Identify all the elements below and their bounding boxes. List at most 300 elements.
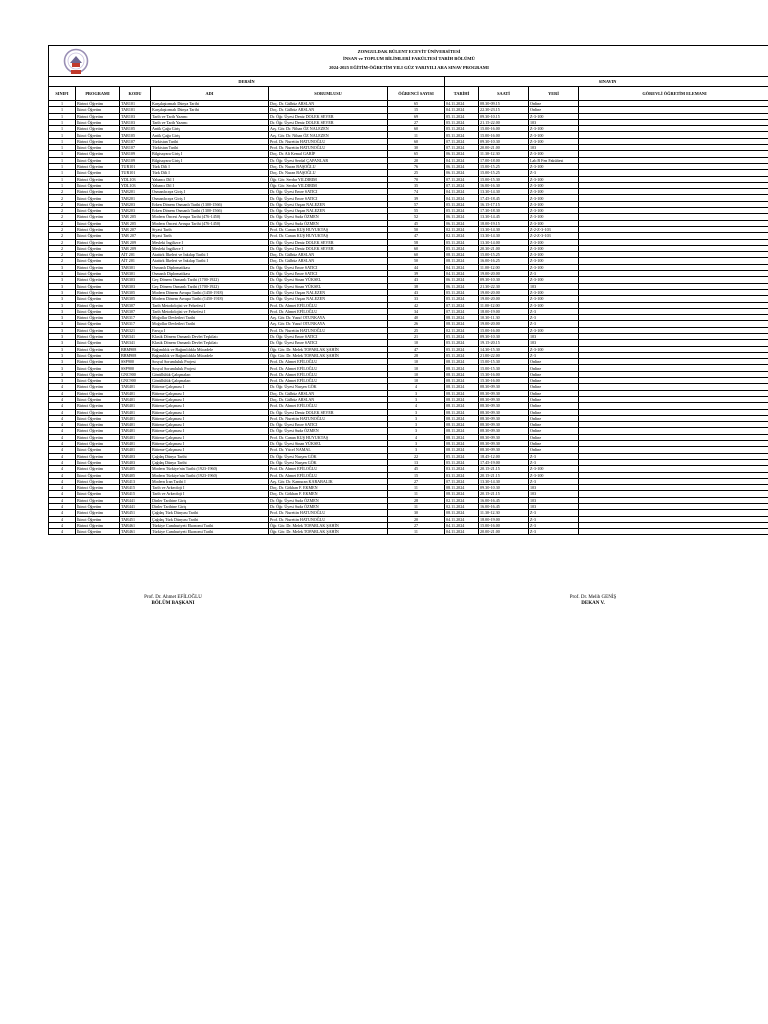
cell-date: 07.11.2024 xyxy=(445,302,479,308)
faculty-name: İNSAN ve TOPLUM BİLİMLERİ FAKÜLTESİ TARİH BÖLÜMÜ xyxy=(343,56,475,61)
cell-student-count: 30 xyxy=(388,145,445,151)
cell-class: 4 xyxy=(49,529,76,535)
cell-student-count: 10 xyxy=(388,378,445,384)
cell-class: 4 xyxy=(49,422,76,428)
cell-room: Online xyxy=(529,359,579,365)
cell-date: 08.11.2024 xyxy=(445,447,479,453)
cell-room: 103 xyxy=(529,283,579,289)
cell-course-name: Modern Dönem Avrupa Tarihi (1450-1918) xyxy=(151,289,269,295)
cell-instructor: Dr. Öğr. Üyesi Deniz DOLEK SEVER xyxy=(269,245,388,251)
dean-title: DEKAN V. xyxy=(581,601,605,606)
signature-dean xyxy=(513,595,673,607)
cell-room: Lab B Fen Fakültesi xyxy=(529,157,579,163)
cell-course-name: Bitirme Çalışması I xyxy=(151,409,269,415)
cell-program: İkinci Öğretim xyxy=(76,145,120,151)
cell-program: Birinci Öğretim xyxy=(76,113,120,119)
cell-code: GNC900 xyxy=(120,378,151,384)
cell-course-name: Geç Dönem Osmanlı Tarihi (1700-1922) xyxy=(151,277,269,283)
cell-program: İkinci Öğretim xyxy=(76,233,120,239)
cell-program: İkinci Öğretim xyxy=(76,220,120,226)
cell-program: Birinci Öğretim xyxy=(76,315,120,321)
cell-program: Birinci Öğretim xyxy=(76,226,120,232)
cell-program: İkinci Öğretim xyxy=(76,296,120,302)
cell-student-count: 76 xyxy=(388,163,445,169)
cell-course-name: Bilgisayara Giriş I xyxy=(151,151,269,157)
cell-code: TAR 209 xyxy=(120,239,151,245)
cell-instructor: Arş. Gör. Dr. Kamuran KARABALIK xyxy=(269,478,388,484)
cell-instructor: Dr. Öğr. Üyesi Deniz DOLEK SEVER xyxy=(269,113,388,119)
cell-student-count: 35 xyxy=(388,182,445,188)
cell-code: TAR401 xyxy=(120,384,151,390)
cell-course-name: Modern Türkiye'nin Tarihi (1923-1960) xyxy=(151,472,269,478)
cell-program: Birinci Öğretim xyxy=(76,289,120,295)
cell-room: Online xyxy=(529,384,579,390)
cell-date: 07.11.2024 xyxy=(445,145,479,151)
cell-room: 103 xyxy=(529,340,579,346)
cell-code: TAR403 xyxy=(120,453,151,459)
cell-course-name: Türk Dili I xyxy=(151,170,269,176)
cell-code: AİT 201 xyxy=(120,252,151,258)
cell-time: 10.30-11.30 xyxy=(479,315,529,321)
dean-name: Prof. Dr. Melih GENİŞ xyxy=(569,595,617,600)
col-proctor: GÖREVLİ ÖĞRETİM ELEMANI xyxy=(579,87,768,101)
cell-room: Online xyxy=(529,107,579,113)
cell-time: 21.00-22.00 xyxy=(479,352,529,358)
cell-room: Z-3-100 xyxy=(529,346,579,352)
cell-date: 08.11.2024 xyxy=(445,378,479,384)
cell-instructor: Prof. Dr. Ahmet EFİLOĞLU xyxy=(269,365,388,371)
cell-room: Z-3-100 xyxy=(529,239,579,245)
cell-class: 1 xyxy=(49,157,76,163)
cell-course-name: Siyasi Tarih xyxy=(151,226,269,232)
cell-room: Online xyxy=(529,428,579,434)
cell-code: TAR 207 xyxy=(120,233,151,239)
cell-student-count: 47 xyxy=(388,346,445,352)
cell-program: İkinci Öğretim xyxy=(76,340,120,346)
cell-program: İkinci Öğretim xyxy=(76,258,120,264)
cell-room: Z-3-100 xyxy=(529,466,579,472)
cell-student-count: 39 xyxy=(388,271,445,277)
cell-room: Z-3 xyxy=(529,522,579,528)
cell-course-name: Türk Dili I xyxy=(151,163,269,169)
cell-instructor: Dr. Öğr. Üyesi Ozşan NALEZEN xyxy=(269,296,388,302)
cell-class: 4 xyxy=(49,434,76,440)
cell-room: 103 xyxy=(529,145,579,151)
cell-course-name: Bitirme Çalışması I xyxy=(151,428,269,434)
cell-date: 08.11.2024 xyxy=(445,422,479,428)
cell-class: 1 xyxy=(49,126,76,132)
cell-time: 11.30-12.30 xyxy=(479,510,529,516)
cell-code: TAR 207 xyxy=(120,226,151,232)
cell-date: 05.11.2024 xyxy=(445,126,479,132)
cell-room: Z-3 xyxy=(529,315,579,321)
cell-room: Z-3-100 xyxy=(529,195,579,201)
cell-student-count: 50 xyxy=(388,226,445,232)
cell-room: Z-3-100 xyxy=(529,201,579,207)
cell-student-count: 3 xyxy=(388,409,445,415)
exam-schedule-sheet xyxy=(48,45,768,606)
cell-room: Online xyxy=(529,415,579,421)
cell-time: 08.30-09.30 xyxy=(479,403,529,409)
cell-date: 06.11.2024 xyxy=(445,277,479,283)
cell-program: İkinci Öğretim xyxy=(76,157,120,163)
cell-time: 20.15-21.15 xyxy=(479,491,529,497)
cell-time: 16.00-16.45 xyxy=(479,497,529,503)
cell-student-count: 27 xyxy=(388,119,445,125)
cell-instructor: Doç. Dr. Gülbüz ARSLAN xyxy=(269,107,388,113)
cell-program: İkinci Öğretim xyxy=(76,459,120,465)
cell-student-count: 65 xyxy=(388,101,445,107)
cell-time: 17.00-18.00 xyxy=(479,157,529,163)
cell-class: 1 xyxy=(49,176,76,182)
cell-course-name: Erken Dönem Osmanlı Tarihi (1300-1566) xyxy=(151,208,269,214)
cell-time: 19.00-20.00 xyxy=(479,271,529,277)
cell-student-count: 25 xyxy=(388,170,445,176)
cell-program: İkinci Öğretim xyxy=(76,208,120,214)
cell-code: TAR317 xyxy=(120,321,151,327)
cell-class: 1 xyxy=(49,138,76,144)
cell-date: 03.11.2024 xyxy=(445,466,479,472)
cell-course-name: Moğollar Devletleri Tarihi xyxy=(151,321,269,327)
cell-date: 02.11.2024 xyxy=(445,497,479,503)
cell-room: Online xyxy=(529,378,579,384)
cell-program: İkinci Öğretim xyxy=(76,119,120,125)
cell-room: Z-2-Z-3-103 xyxy=(529,233,579,239)
cell-class: 4 xyxy=(49,466,76,472)
cell-code: GNC900 xyxy=(120,371,151,377)
cell-instructor: Doç. Dr. Gülbüz ARSLAN xyxy=(269,252,388,258)
cell-class: 3 xyxy=(49,327,76,333)
cell-class: 2 xyxy=(49,226,76,232)
cell-date: 07.11.2024 xyxy=(445,176,479,182)
cell-date: 05.11.2024 xyxy=(445,119,479,125)
cell-student-count: 39 xyxy=(388,195,445,201)
cell-program: İkinci Öğretim xyxy=(76,447,120,453)
cell-program: İkinci Öğretim xyxy=(76,529,120,535)
cell-time: 08.30-09.30 xyxy=(479,396,529,402)
cell-class: 2 xyxy=(49,258,76,264)
cell-date: 08.11.2024 xyxy=(445,510,479,516)
cell-course-name: Modern Dönem Avrupa Tarihi (1450-1918) xyxy=(151,296,269,302)
cell-class: 2 xyxy=(49,189,76,195)
cell-code: TAR101 xyxy=(120,101,151,107)
cell-code: TUR101 xyxy=(120,170,151,176)
cell-date: 04.11.2024 xyxy=(445,529,479,535)
cell-date: 05.11.2024 xyxy=(445,132,479,138)
cell-program: İkinci Öğretim xyxy=(76,107,120,113)
cell-class: 3 xyxy=(49,365,76,371)
cell-instructor: Dr. Öğr. Üyesi Suda ÖZMEN xyxy=(269,214,388,220)
cell-code: BBM908 xyxy=(120,352,151,358)
cell-program: Birinci Öğretim xyxy=(76,302,120,308)
cell-date: 05.11.2024 xyxy=(445,352,479,358)
cell-code: TAR451 xyxy=(120,510,151,516)
cell-course-name: Bitirme Çalışması I xyxy=(151,422,269,428)
cell-date: 05.11.2024 xyxy=(445,239,479,245)
cell-instructor: Dr. Öğr. Üyesi Emre SATICI xyxy=(269,264,388,270)
cell-date: 06.11.2024 xyxy=(445,214,479,220)
cell-code: TAR307 xyxy=(120,308,151,314)
cell-time: 15.00-16.00 xyxy=(479,132,529,138)
cell-instructor: Dr. Öğr. Üyesi Deniz DOLEK SEVER xyxy=(269,409,388,415)
cell-code: TAR103 xyxy=(120,119,151,125)
cell-class: 4 xyxy=(49,485,76,491)
cell-time: 13.30-14.30 xyxy=(479,189,529,195)
cell-program: Birinci Öğretim xyxy=(76,201,120,207)
cell-code: TAR341 xyxy=(120,333,151,339)
cell-student-count: 60 xyxy=(388,138,445,144)
cell-program: Birinci Öğretim xyxy=(76,189,120,195)
cell-room: Z-3 xyxy=(529,308,579,314)
cell-code: TAR415 xyxy=(120,491,151,497)
cell-student-count: 11 xyxy=(388,529,445,535)
cell-date: 06.11.2024 xyxy=(445,151,479,157)
cell-program: İkinci Öğretim xyxy=(76,321,120,327)
cell-time: 08.30-09.30 xyxy=(479,415,529,421)
cell-time: 19.00-20.00 xyxy=(479,296,529,302)
cell-code: TAR401 xyxy=(120,415,151,421)
col-date: TARİHİ xyxy=(445,87,479,101)
cell-student-count: 30 xyxy=(388,510,445,516)
cell-instructor: Arş. Gör. Dr. Yusuf OTUNKAYA xyxy=(269,321,388,327)
cell-class: 3 xyxy=(49,283,76,289)
cell-instructor: Arş. Gör. Dr. Nihan ÖZ NALEZEN xyxy=(269,132,388,138)
cell-time: 15.00-16.00 xyxy=(479,126,529,132)
cell-date: 02.11.2024 xyxy=(445,226,479,232)
cell-student-count: 3 xyxy=(388,447,445,453)
cell-class: 1 xyxy=(49,163,76,169)
cell-room: Z-3-100 xyxy=(529,189,579,195)
cell-course-name: Tarih ve Arkeoloji I xyxy=(151,491,269,497)
schedule-table xyxy=(48,76,768,535)
cell-time: 09.30-10.15 xyxy=(479,113,529,119)
cell-code: TAR401 xyxy=(120,390,151,396)
cell-date: 04.11.2024 xyxy=(445,107,479,113)
cell-instructor: Prof. Dr. Nurettin HATUNOĞLU xyxy=(269,327,388,333)
cell-time: 08.30-09.30 xyxy=(479,441,529,447)
cell-time: 20.30-21.00 xyxy=(479,245,529,251)
cell-course-name: Klasik Dönem Osmanlı Devlet Teşkilatı xyxy=(151,340,269,346)
col-time: SAATİ xyxy=(479,87,529,101)
cell-date: 08.11.2024 xyxy=(445,415,479,421)
exam-program-title: 2024-2025 EĞİTİM-ÖĞRETİM YILI GÜZ YARIYILI ARA SINAV PROGRAMI xyxy=(329,65,489,70)
cell-instructor: Dr. Öğr. Üyesi Sinan YÜKSEL xyxy=(269,277,388,283)
cell-time: 20.00-21.00 xyxy=(479,529,529,535)
cell-program: Birinci Öğretim xyxy=(76,409,120,415)
cell-program: İkinci Öğretim xyxy=(76,271,120,277)
cell-instructor: Dr. Öğr. Üyesi Suda ÖZMEN xyxy=(269,504,388,510)
cell-room: Z-3 xyxy=(529,516,579,522)
cell-instructor: Prof. Dr. Canan KUŞ HUYUKTAŞ xyxy=(269,233,388,239)
cell-program: İkinci Öğretim xyxy=(76,283,120,289)
cell-code: TAR401 xyxy=(120,409,151,415)
cell-room: 103 xyxy=(529,491,579,497)
cell-instructor: Dr. Öğr. Üyesi Emre SATICI xyxy=(269,195,388,201)
cell-student-count: 45 xyxy=(388,466,445,472)
cell-class: 3 xyxy=(49,271,76,277)
cell-instructor: Öğr. Gör. Dr. Melek TOPARLAK ŞAHİN xyxy=(269,522,388,528)
cell-time: 09.30-10.30 xyxy=(479,138,529,144)
cell-program: İkinci Öğretim xyxy=(76,516,120,522)
cell-instructor: Öğr. Gör. Dr. Melek TOPARLAK ŞAHİN xyxy=(269,346,388,352)
cell-program: Birinci Öğretim xyxy=(76,478,120,484)
cell-student-count: 47 xyxy=(388,233,445,239)
cell-date: 02.11.2024 xyxy=(445,504,479,510)
col-name: ADI xyxy=(151,87,269,101)
cell-course-name: Bitirme Çalışması I xyxy=(151,384,269,390)
cell-date: 06.11.2024 xyxy=(445,220,479,226)
cell-room: Z-3 xyxy=(529,510,579,516)
cell-room: Z-3 xyxy=(529,453,579,459)
cell-code: TAR405 xyxy=(120,466,151,472)
cell-date: 08.11.2024 xyxy=(445,485,479,491)
cell-class: 1 xyxy=(49,113,76,119)
cell-room: Z-3-100 xyxy=(529,245,579,251)
cell-class: 1 xyxy=(49,101,76,107)
cell-program: Birinci Öğretim xyxy=(76,403,120,409)
cell-instructor: Dr. Öğr. Üyesi Sinan YÜKSEL xyxy=(269,283,388,289)
cell-room: Online xyxy=(529,409,579,415)
cell-student-count: 3 xyxy=(388,428,445,434)
cell-course-name: Bitirme Çalışması I xyxy=(151,396,269,402)
cell-date: 02.11.2024 xyxy=(445,233,479,239)
cell-class: 4 xyxy=(49,409,76,415)
cell-course-name: Türkiye Cumhuriyeti Ekonomi Tarihi xyxy=(151,522,269,528)
cell-room: Z-3 xyxy=(529,529,579,535)
cell-code: TAR301 xyxy=(120,264,151,270)
cell-program: Birinci Öğretim xyxy=(76,138,120,144)
cell-class: 4 xyxy=(49,384,76,390)
cell-program: Birinci Öğretim xyxy=(76,390,120,396)
cell-date: 07.11.2024 xyxy=(445,308,479,314)
cell-program: İkinci Öğretim xyxy=(76,365,120,371)
cell-instructor: Prof. Dr. Ahmet EFİLOĞLU xyxy=(269,472,388,478)
cell-program: Birinci Öğretim xyxy=(76,428,120,434)
cell-instructor: Prof. Dr. Ahmet EFİLOĞLU xyxy=(269,371,388,377)
cell-class: 1 xyxy=(49,170,76,176)
cell-class: 3 xyxy=(49,352,76,358)
cell-course-name: Dinler Tarihine Giriş xyxy=(151,497,269,503)
cell-instructor: Doç. Dr. Gülbüz ARSLAN xyxy=(269,396,388,402)
cell-course-name: Sosyal Sorumluluk Projesi xyxy=(151,365,269,371)
cell-room: Z-3-100 xyxy=(529,163,579,169)
cell-class: 3 xyxy=(49,371,76,377)
cell-room: Z-3 xyxy=(529,271,579,277)
cell-instructor: Doç. Dr. Gülbüz ARSLAN xyxy=(269,390,388,396)
cell-class: 4 xyxy=(49,390,76,396)
cell-code: TAR307 xyxy=(120,302,151,308)
cell-time: 18.00-19.15 xyxy=(479,220,529,226)
cell-student-count: 15 xyxy=(388,107,445,113)
cell-time: 19.00-20.00 xyxy=(479,289,529,295)
cell-class: 3 xyxy=(49,264,76,270)
cell-course-name: Osmanlı Diplomatikası xyxy=(151,264,269,270)
cell-room: Z-3-100 xyxy=(529,220,579,226)
cell-room: Z-3-100 xyxy=(529,132,579,138)
cell-instructor: Prof. Dr. Ahmet EFİLOĞLU xyxy=(269,378,388,384)
cell-date: 06.11.2024 xyxy=(445,163,479,169)
cell-student-count: 27 xyxy=(388,522,445,528)
cell-program: Birinci Öğretim xyxy=(76,466,120,472)
cell-program: Birinci Öğretim xyxy=(76,346,120,352)
cell-course-name: Modern İran Tarihi I xyxy=(151,478,269,484)
cell-code: TAR101 xyxy=(120,107,151,113)
cell-instructor: Prof. Dr. Nurettin HATUNOĞLU xyxy=(269,138,388,144)
cell-course-name: Bitirme Çalışması I xyxy=(151,441,269,447)
cell-code: TAR 205 xyxy=(120,220,151,226)
cell-room: Z-3-100 xyxy=(529,258,579,264)
course-group-header: DERSİN xyxy=(49,77,445,87)
cell-time: 20.15-21.15 xyxy=(479,466,529,472)
cell-student-count: 44 xyxy=(388,264,445,270)
cell-class: 1 xyxy=(49,107,76,113)
cell-code: TAR 209 xyxy=(120,245,151,251)
cell-instructor: Dr. Öğr. Üyesi Suda ÖZMEN xyxy=(269,497,388,503)
cell-time: 16.00-16.30 xyxy=(479,182,529,188)
cell-code: TAR105 xyxy=(120,126,151,132)
cell-date: 05.11.2024 xyxy=(445,289,479,295)
cell-class: 4 xyxy=(49,447,76,453)
cell-course-name: Dinler Tarihine Giriş xyxy=(151,504,269,510)
cell-code: TAR107 xyxy=(120,138,151,144)
cell-course-name: Yabancı Dil I xyxy=(151,176,269,182)
cell-room: Z-3-100 xyxy=(529,151,579,157)
cell-time: 15.00-15.30 xyxy=(479,176,529,182)
cell-class: 4 xyxy=(49,478,76,484)
cell-code: TAR105 xyxy=(120,132,151,138)
cell-program: Birinci Öğretim xyxy=(76,277,120,283)
cell-instructor: Dr. Öğr. Üyesi Sinan YÜKSEL xyxy=(269,441,388,447)
cell-course-name: Tarih Metodolojisi ve Felsefesi I xyxy=(151,308,269,314)
cell-code: TAR321 xyxy=(120,327,151,333)
cell-code: SSP900 xyxy=(120,365,151,371)
cell-program: Birinci Öğretim xyxy=(76,434,120,440)
cell-date: 08.11.2024 xyxy=(445,258,479,264)
cell-date: 08.11.2024 xyxy=(445,396,479,402)
cell-room: Z-2-Z-3-103 xyxy=(529,226,579,232)
cell-code: YDL103 xyxy=(120,182,151,188)
cell-class: 4 xyxy=(49,504,76,510)
cell-time: 11.00-12.00 xyxy=(479,302,529,308)
cell-course-name: Tarih Metodolojisi ve Felsefesi I xyxy=(151,302,269,308)
cell-course-name: Modern Öncesi Avrupa Tarihi (476-1450) xyxy=(151,214,269,220)
cell-time: 16.00-16.45 xyxy=(479,504,529,510)
cell-student-count: 3 xyxy=(388,415,445,421)
col-code: KODU xyxy=(120,87,151,101)
cell-room: Z-3 xyxy=(529,478,579,484)
cell-time: 09.30-10.30 xyxy=(479,333,529,339)
cell-student-count: 4 xyxy=(388,384,445,390)
cell-time: 17.45-19.00 xyxy=(479,459,529,465)
cell-class: 3 xyxy=(49,302,76,308)
cell-instructor: Öğr. Gör. Serdar YILDIRIM xyxy=(269,182,388,188)
cell-time: 14.30-15.30 xyxy=(479,346,529,352)
cell-student-count: 10 xyxy=(388,371,445,377)
cell-class: 3 xyxy=(49,378,76,384)
cell-code: TAR109 xyxy=(120,157,151,163)
cell-program: Birinci Öğretim xyxy=(76,126,120,132)
cell-course-name: Gönüllülük Çalışmaları xyxy=(151,378,269,384)
schedule-rows xyxy=(49,101,768,535)
cell-student-count: 22 xyxy=(388,453,445,459)
cell-course-name: Osmanlıcaya Giriş I xyxy=(151,189,269,195)
cell-student-count: 4 xyxy=(388,434,445,440)
cell-date: 08.11.2024 xyxy=(445,384,479,390)
cell-course-name: Gönüllülük Çalışmaları xyxy=(151,371,269,377)
cell-instructor: Doç. Dr. Gülbüz ARSLAN xyxy=(269,101,388,107)
cell-class: 4 xyxy=(49,491,76,497)
cell-code: TAR107 xyxy=(120,145,151,151)
